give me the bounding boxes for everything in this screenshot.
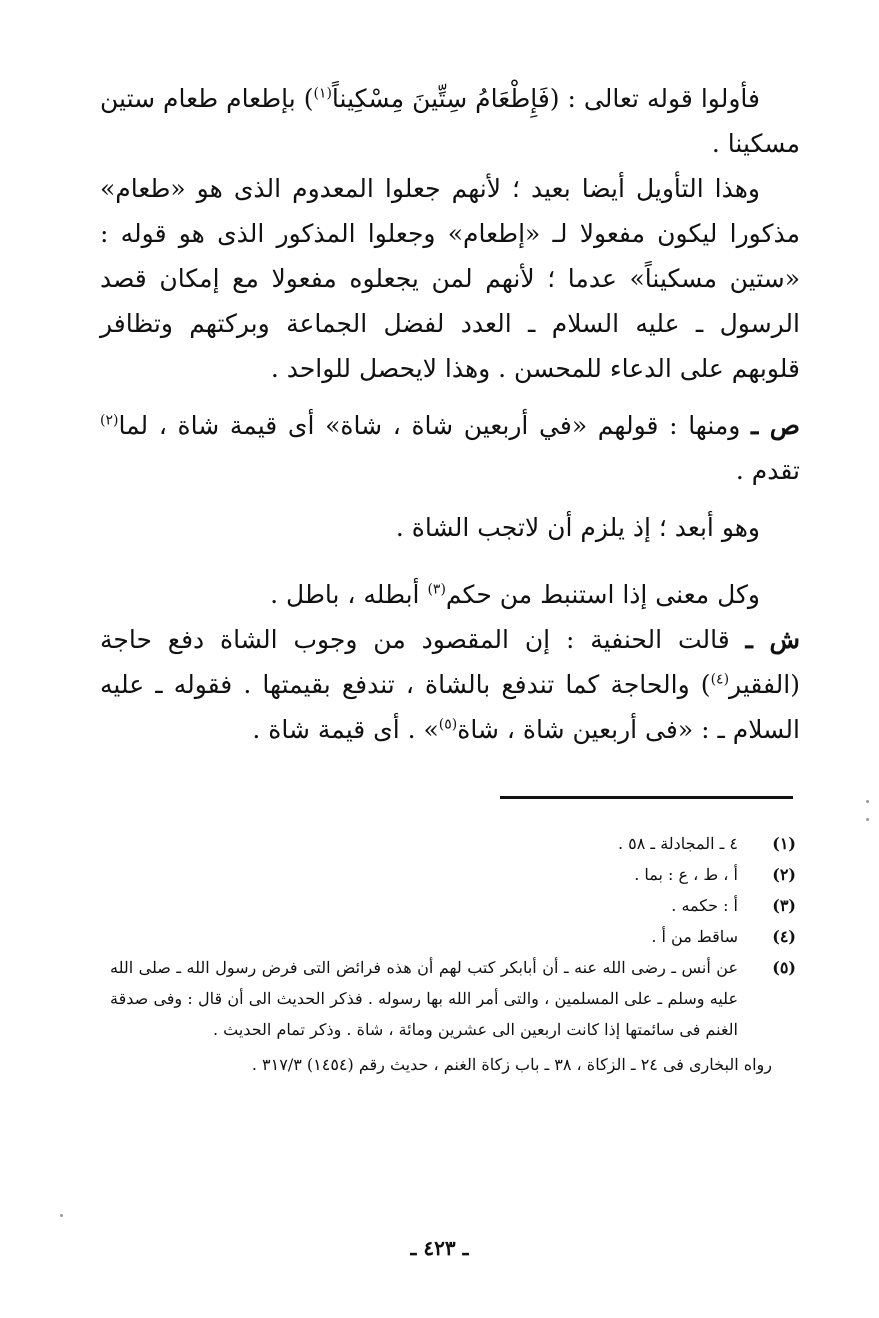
paragraph-4 — [100, 505, 800, 550]
footnote-number: (٤) — [772, 927, 796, 946]
paragraph-text: وكل معنى إذا استنبط من حكم — [445, 580, 760, 609]
paragraph-text: وهذا التأويل أيضا بعيد ؛ لأنهم جعلوا المعدوم الذى هو «طعام» مذكورا ليكون مفعولا لـ «إطعام» وجعلوا المذكور الذى هو قوله : «ستين مسكيناً» عدما ؛ لأنهم لمن يجعلوه مفعولا مع إمكان قصد الرسول ـ عليه السلام ـ العدد لفضل الجماعة وبركتهم وتظافر قلوبهم على الدعاء للمحسن . وهذا لايحصل للواحد . — [100, 174, 800, 383]
paragraph-1 — [100, 76, 800, 166]
footnote-4 — [110, 921, 800, 952]
section-marker: ش ـ — [745, 625, 800, 654]
paragraph-text: فأولوا قوله تعالى : (فَإِطْعَامُ سِتِّينَ مِسْكِيناً — [331, 84, 760, 113]
footnote-number: (١) — [772, 834, 796, 853]
footnote-source: رواه البخارى فى ٢٤ ـ الزكاة ، ٣٨ ـ باب زكاة الغنم ، حديث رقم (١٤٥٤) ٣١٧/٣ . — [251, 1055, 772, 1074]
footnote-text: ٤ ـ المجادلة ـ ٥٨ . — [617, 834, 738, 853]
footnote-ref: (٢) — [100, 412, 119, 429]
footnote-number: (٥) — [772, 958, 796, 977]
paragraph-text: ) والحاجة كما تندفع بالشاة ، تندفع بقيمتها . فقوله ـ عليه السلام ـ : «فى أربعين شاة ، شاة — [100, 670, 800, 744]
scan-speck — [866, 818, 869, 821]
paragraph-text: ومنها : قولهم «في أربعين شاة ، شاة» أى قيمة شاة ، لما — [118, 411, 752, 440]
paragraph-6 — [100, 617, 800, 752]
footnote-ref: (٣) — [427, 581, 446, 598]
paragraph-3 — [100, 403, 800, 493]
footnote-ref: (٤) — [710, 671, 730, 688]
scan-speck — [60, 1214, 63, 1217]
paragraph-text: وهو أبعد ؛ إذ يلزم أن لاتجب الشاة . — [395, 513, 760, 542]
footnote-text: عن أنس ـ رضى الله عنه ـ أن أبابكر كتب لهم أن هذه فرائض التى فرض رسول الله ـ صلى الله عليه وسلم ـ على المسلمين ، والتى أمر الله بها رسوله . فذكر الحديث الى أن قال : وفى صدقة الغنم فى سائمتها إذا كانت اربعين الى عشرين ومائة ، شاة . وذكر تمام الحديث . — [110, 958, 739, 1039]
paragraph-text: قالت الحنفية : إن المقصود من وجوب الشاة دفع حاجة (الفقير — [100, 625, 800, 699]
main-text — [100, 76, 800, 752]
section-marker: ص ـ — [751, 411, 800, 440]
footnote-ref: (١) — [313, 85, 332, 102]
paragraph-text: ) بإطعام طعام ستين مسكينا . — [100, 84, 800, 158]
footnote-text: أ ، ط ، ع : بما . — [634, 865, 738, 884]
scan-speck — [866, 800, 869, 803]
footnote-3 — [110, 890, 800, 921]
footnote-number: (٣) — [772, 896, 796, 915]
page-number: ـ ٤٢٣ ـ — [410, 1236, 469, 1260]
paragraph-text: أبطله ، باطل . — [270, 580, 428, 609]
footnotes — [110, 828, 800, 1080]
paragraph-2 — [100, 166, 800, 391]
footnote-text: ساقط من أ . — [651, 927, 738, 946]
footnote-1 — [110, 828, 800, 859]
footnote-separator — [500, 796, 793, 799]
footnote-ref: (٥) — [438, 716, 458, 733]
footnote-number: (٢) — [772, 865, 796, 884]
footnote-5 — [110, 952, 800, 1045]
paragraph-text: تقدم . — [735, 456, 800, 485]
footnote-2 — [110, 859, 800, 890]
footnote-text: أ : حكمه . — [671, 896, 738, 915]
paragraph-5 — [100, 572, 800, 617]
paragraph-text: » . أى قيمة شاة . — [252, 715, 439, 744]
